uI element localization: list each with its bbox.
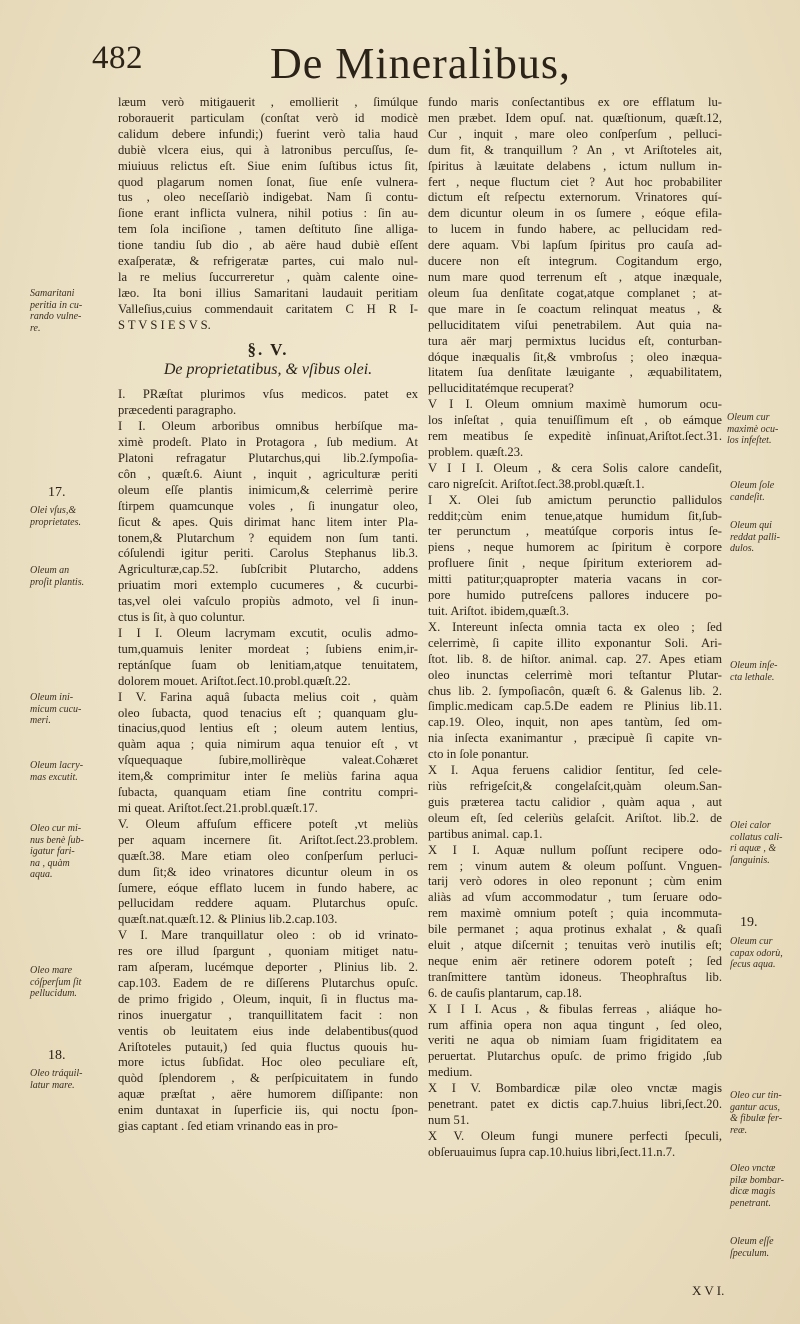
section-number: §. V. [247, 339, 289, 359]
left-column-top-text [118, 95, 418, 334]
margin-note-line: capax odorù, [730, 947, 783, 959]
text-line: læum verò mitigauerit , emollierit , ſimúlque [118, 95, 418, 109]
margin-note-line: aqua. [30, 869, 53, 880]
margin-note-oleum-inimicum [30, 692, 81, 727]
text-line: num mare quod terrenum eſt , atque inæquale, [428, 269, 722, 284]
text-line: pore humido putreſcens pallores inducere po- [428, 588, 722, 603]
margin-note-line: collatus cali- [730, 831, 783, 843]
text-line: peruertat. Plutarchus opuſc. de primo frigido ,ſub [428, 1049, 722, 1064]
text-line: ventis ob leuitatem eius inde delabentibus(quod [118, 1023, 418, 1038]
text-line: Cur , inquit , mare oleo conſperſum , pelluci- [428, 126, 722, 141]
text-line: cap.103. Eadem de re diſſerens Plutarchus opuſc. [118, 975, 418, 990]
text-line: X I. Aqua feruens calidior ſentitur, ſed cele- [428, 763, 722, 778]
margin-note-line: Olei vſus,& [30, 505, 77, 516]
margin-note-line: Oleum inſe- [730, 660, 778, 671]
margin-note-line: peritia in cu- [30, 299, 83, 311]
margin-number-17 [48, 485, 66, 501]
running-head: De Mineralibus, [270, 39, 571, 88]
margin-note-line: latur mare. [30, 1079, 75, 1091]
margin-note-line: Oleum cur [727, 412, 770, 423]
text-line: V I I I. Oleum , & cera Solis calore candeſit, [428, 460, 722, 475]
text-line: que mare in ſe coactum relinquat meatus , & [428, 301, 722, 316]
text-line: litatem ſua denſitate læuigante , æquabilitatem, [428, 365, 722, 380]
margin-note-oleum-infe [730, 660, 778, 683]
text-line: penetrant. patet ex dictis cap.7.huius libri,ſect.20. [428, 1097, 722, 1112]
text-line: reptánſque ſuam ob lenitiam,atque tenuitatem, [118, 657, 418, 672]
text-line: côn , quæſt.6. Aiunt , inquit , agriculturæ periti [118, 466, 418, 481]
text-line: vſquequaque ſubire,mollirèque valeat.Cohæret [118, 753, 418, 768]
text-line: Ariſtoteles putauit,) ſed quia fluctus quouis hu- [118, 1039, 418, 1054]
margin-note-line: Oleo vnctæ [730, 1163, 776, 1174]
margin-note-line: mas excutit. [30, 771, 78, 783]
margin-note-line: ſpeculum. [730, 1247, 770, 1259]
text-line: rem meatibus ſe expeditè inſinuat,Ariſtot.ſect.31. [428, 429, 722, 444]
text-line: 6. de cauſis plantarum, cap.18. [428, 985, 582, 1000]
margin-note-line: 19. [740, 915, 758, 930]
text-line: men præbet. Idem opuſ. nat. quæſtionum, quæſt.12, [428, 110, 722, 125]
margin-note-line: proprietates. [30, 516, 82, 528]
margin-note-line: re. [30, 322, 41, 334]
text-line: per aquam incernere ſit. Ariſtot.ſect.23.problem. [118, 832, 418, 847]
text-line: guis præterea tactu calidior , quàm aqua , aut [428, 794, 722, 809]
text-line: rem maximè omnium poteſt ; quia incommuta- [428, 906, 722, 921]
margin-note-line: proſit plantis. [30, 576, 85, 588]
margin-note-line: Oleum cur [730, 936, 773, 947]
text-line: oleum eſſe plantis inimicum,& celerrimè perire [118, 482, 418, 497]
text-line: res ore illud ſpargunt , quoniam mitiget natu- [118, 944, 418, 959]
text-line: gias captant . ſed etiam vrinando eas in pro- [118, 1119, 338, 1134]
text-line: celerrimè, ſi capite illito exponantur Soli. Ari- [428, 635, 722, 650]
text-line: ducere non eſt integrum. Cogitandum ergo, [428, 254, 722, 269]
text-line: tione tandiu ſub dio , ab aëre haud dubiè eſſent [118, 238, 418, 253]
text-line: eluit , atque diſcernit ; tenuitas verò inutilis eſt; [428, 938, 722, 953]
text-line: neque enim aër retinere odorem poteſt ; ſed [428, 953, 722, 968]
text-line: Agriculturæ,cap.52. ſubſcribit Plutarcho, addens [118, 562, 418, 577]
section-title: De proprietatibus, & vſibus olei. [163, 360, 373, 378]
text-line: oleum ſua denſitate cogat,atque complanet ; at- [428, 285, 722, 300]
margin-number-18 [48, 1048, 66, 1064]
margin-note-line: Oleo cur mi- [30, 823, 82, 834]
margin-note-line: na , quàm [30, 857, 70, 869]
text-line: tranſmittere tantùm idoneus. Theophraſtus lib. [428, 969, 722, 984]
text-line: Platoni refragatur Plutarchus,qui lib.2.ſympoſia- [118, 451, 418, 466]
left-column-body-text [118, 387, 418, 1135]
text-line: fert , neque fluctum ciet ? Aut hoc probabiliter [428, 174, 722, 189]
text-line: X. Intereunt inſecta omnia tacta ex oleo ; ſed [428, 619, 722, 634]
text-line: de primo frigido , Oleum, inquit, ſi in fluctus ma- [118, 991, 418, 1006]
margin-note-line: pilæ bombar- [730, 1174, 784, 1186]
margin-note-line: micum cucu- [30, 703, 82, 715]
margin-note-line: nus benè ſub- [30, 834, 84, 846]
margin-note-line: ſecus aqua. [730, 959, 776, 970]
text-line: profluere ſinit , neque ſpiritum exteriorem ad- [428, 556, 722, 571]
text-line: I V. Farina aquâ ſubacta melius coit , quàm [118, 689, 418, 704]
text-line: dum ſit;& ideo vrinatores dicuntur oleum in os [118, 864, 418, 879]
text-line: reddit;cùm enim tenue,atque humidum ſit,ſub- [428, 508, 722, 523]
margin-note-line: ſanguinis. [730, 854, 770, 866]
margin-note-oleo-vnctae [730, 1163, 784, 1209]
text-line: enim duntaxat in ſuperficie iis, qui noctu ſpon- [118, 1103, 418, 1118]
margin-note-oleum-cur [727, 412, 778, 447]
text-line: medium. [428, 1065, 473, 1080]
text-line: ſtirpem quamcunque voles , ſi inungatur oleo, [118, 498, 418, 513]
text-line: veriti ne aqua ob nimiam ſuam frigiditatem ea [428, 1033, 722, 1048]
text-line: I I. Oleum arboribus omnibus herbíſque ma- [118, 419, 418, 434]
margin-note-line: gantur acus, [730, 1101, 780, 1113]
text-line: tum,quamuis leniter mordeat ; ſubiens enim,ir- [118, 641, 418, 656]
margin-note-line: meri. [30, 715, 51, 726]
text-line: num 51. [428, 1113, 470, 1127]
text-line: nia inſecta exanimantur , præcipuè ſi capite vn- [428, 731, 722, 746]
text-line: priuatim mori extemplo cucumeres , & cucurbi- [118, 578, 418, 593]
right-column [428, 95, 722, 1161]
margin-note-line: maximè ocu- [727, 423, 779, 435]
text-line: oleo ſubacta, quod tenacius eſt ; quanquam glu- [118, 705, 418, 720]
text-line: dere aquam. Vbi lapſum ſpiritus pro cauſa ad- [428, 238, 722, 253]
text-line: I. PRæſtat plurimos vſus medicos. patet ex [118, 387, 418, 402]
text-line: V. Oleum affuſum efficere poteſt ,vt meliùs [118, 816, 418, 831]
margin-note-line: Oleum an [30, 565, 70, 576]
text-line: X I I. Aquæ nullum poſſunt recipere odo- [428, 842, 722, 857]
text-line: ſimplic.medicam cap.5.De eadem re Plinius lib.11. [428, 699, 722, 714]
text-line: aquæ præſtat , aëre humorem diſſipante: non [118, 1087, 418, 1102]
margin-note-line: igatur fari- [30, 846, 75, 857]
text-line: X V. Oleum fungi munere perfecti ſpeculi, [428, 1128, 722, 1143]
text-line: I X. Olei ſub amictum perunctio pallidulos [428, 492, 722, 507]
text-line: I I I. Oleum lacrymam excutit, oculis admo- [118, 626, 418, 640]
text-line: ram aſperam, lucémque deporter , Plinius lib. 2. [118, 960, 418, 975]
margin-note-oleo-cur [30, 823, 84, 881]
margin-note-line: los infeſtet. [727, 435, 772, 446]
text-line: ſumere, eóque efflato lucem in fundo habere, ac [118, 880, 418, 895]
text-line: cto in ſole ponantur. [428, 747, 529, 762]
margin-note-line: ri aquæ , & [730, 843, 777, 854]
text-line: tinacius,quod lentius eſt ; oleum autem lentius, [118, 721, 418, 736]
text-line: præcedenti paragrapho. [118, 403, 237, 418]
margin-note-oleum-lacrymas [30, 760, 83, 783]
page-number: 482 [92, 40, 143, 76]
text-line: miuiuus relictus eſt. Siue enim ſuſtibus ictus ſit, [118, 158, 418, 173]
text-line: X I I I. Acus , & fibulas ferreas , aliáque ho- [428, 1001, 722, 1016]
margin-note-oleum-speculum [730, 1236, 774, 1259]
text-line: bile permanet ; aqua protinus exhalat , & quaſi [428, 922, 722, 937]
text-line: tonem,& Plutarchum ? equidem non ſum tanti. [118, 530, 418, 545]
text-line: ſubacta, quanquam etiam ſine contritu compri- [118, 785, 418, 800]
text-line: piens , neque humorem ac ſpiritum è corpore [428, 540, 722, 555]
text-line: exaſperatæ, & refrigeratæ partes, cui malo nul- [118, 254, 418, 269]
text-line: pelluciditatem viſui penetrabilem. Aut quia na- [428, 317, 722, 332]
text-line: cóſulendi igitur periti. Carolus Stephanus lib.3. [118, 546, 418, 561]
text-line: aliàs ad vſum accommodatur , tum ſeruare odo- [428, 890, 722, 905]
text-line: mitti patitur;quapropter materia vacans in cor- [428, 572, 722, 587]
margin-note-oleo-tranquil [30, 1068, 83, 1091]
margin-note-line: reæ. [730, 1124, 748, 1136]
margin-note-line: & fibulæ fer- [730, 1113, 783, 1124]
margin-note-line: 17. [48, 485, 66, 500]
text-line: quòd ſplendorem , & perſpicuitatem in fundo [118, 1071, 418, 1086]
text-line: tus , oleo neceſſariò indigebat. Nam ſi contu- [118, 190, 418, 205]
margin-note-line: Oleo cur tin- [730, 1090, 782, 1101]
text-line: ſione erant inflicta vulnera, nihil potius : ſin au- [118, 206, 418, 221]
margin-note-line: Oleum lacry- [30, 760, 84, 771]
margin-note-line: cta lethale. [730, 671, 775, 683]
margin-note-line: Oleum qui [730, 520, 772, 531]
margin-note-oleo-mare [30, 965, 81, 1000]
margin-note-line: cóſperſum ſit [30, 976, 82, 988]
margin-note-oleum-prodest [30, 565, 84, 588]
text-line: rum affinia opera non aqua tingunt , ſed oleo, [428, 1017, 722, 1032]
right-column-text [428, 95, 722, 1161]
text-line: rem ; vinum autem & oleum poſſunt. Vnguen- [428, 858, 722, 873]
text-line: riùs refrigeſcit,& congelaſcit,quàm oleum.San- [428, 778, 722, 793]
text-line: los inſeſtat , quia tenuiſſimum eſt , ob eámque [428, 413, 722, 428]
margin-note-line: Oleo tráquil- [30, 1068, 83, 1079]
margin-note-line: rando vulne- [30, 311, 82, 322]
text-line: cap.19. Oleo, inquit, non apes tantùm, ſed om- [428, 715, 722, 730]
text-line: ter perunctum , meatúſque corporis intus ſe- [428, 524, 722, 539]
margin-note-line: Oleum eſſe [730, 1236, 774, 1247]
text-line: caro nigreſcit. Ariſtot.ſect.38.probl.quæſt.1. [428, 476, 645, 491]
text-line: quæſt.nat.quæſt.12. & Plinius lib.2.cap.103. [118, 912, 338, 927]
text-line: la re melius ſuccurreretur , quàm calente oine- [118, 269, 418, 284]
margin-note-line: Olei calor [730, 820, 771, 831]
text-line: calidum debere infundi;) fuerint verò talia haud [118, 126, 418, 141]
text-line: roborauerit particulam (conſtat verò id modicè [118, 110, 418, 125]
text-line: ximè prodeſt. Plato in Protagora , ſub medium. At [118, 435, 418, 450]
margin-number-19 [740, 915, 758, 931]
text-line: partibus animal. cap.1. [428, 826, 543, 841]
margin-note-line: 18. [48, 1048, 66, 1063]
margin-note-oleum-sole [730, 480, 774, 503]
margin-note-line: dicæ magis [730, 1186, 776, 1197]
text-line: item,& comprimitur inter ſe meliùs farina aqua [118, 769, 418, 784]
text-line: ſpiritus à læuitate delabens , ictum nullum in- [428, 158, 722, 173]
margin-note-olei-vsus [30, 505, 81, 528]
left-column [118, 95, 418, 1135]
text-line: to lucem in fundo habere, ac pellucidam red- [428, 222, 722, 237]
text-line: tarij verò odores in oleo reponunt ; cùm enim [428, 874, 722, 889]
text-line: pellucidam reddere aquam. Plutarchus opuſc. [118, 896, 418, 911]
margin-note-line: pellucidum. [30, 988, 77, 999]
text-line: Valleſius,cuius commendauit caritatem C H R I- [118, 301, 418, 316]
text-line: læo. Ita boni illius Samaritani laudauit peritiam [118, 285, 418, 300]
catchword: X V I. [692, 1283, 725, 1298]
text-line: tura aër marj permixtus lucidus eſt, conturban- [428, 333, 722, 348]
text-line: quod plagarum nomen ſonat, ſiue enſe vulnera- [118, 174, 418, 189]
text-line: V I. Mare tranquillatur oleo : ob id vrinato- [118, 928, 418, 943]
text-line: tem ſola inciſione , tamen deſtituto ſine alliga- [118, 222, 418, 237]
text-line: oleo inunctas celerrimè mori teſtantur Plutar- [428, 667, 722, 682]
text-line: obſeruauimus ſupra cap.10.huius libri,ſect.11.n.7. [428, 1144, 676, 1159]
margin-note-line: reddat palli- [730, 531, 780, 543]
text-line: ſtot. lib. 8. de hiſtor. animal. cap. 27. Apes etiam [428, 651, 722, 666]
margin-note-line: Samaritani [30, 288, 75, 299]
margin-note-line: Oleum ſole [730, 480, 775, 491]
margin-note-oleum-qui [730, 520, 780, 555]
text-line: tas,vel olei vaſculo propiùs admoto, vel ſi inun- [118, 594, 418, 609]
text-line: dóque inæqualis ſit,& vmbroſus ; oleo inæqua- [428, 349, 722, 364]
text-line: ſicut & apes. Quis dirimat hanc litem inter Pla- [118, 514, 418, 529]
margin-note-line: penetrant. [730, 1197, 771, 1209]
text-line: tuit. Ariſtot. ibidem,quæſt.3. [428, 604, 569, 618]
text-line: mi queat. Ariſtot.ſect.21.probl.quæſt.17. [118, 800, 318, 815]
text-line: dictum eſt reſpectu externorum. Vrinatores quí- [428, 190, 722, 205]
margin-note-oleo-cur-tingantur [730, 1090, 782, 1136]
text-line: quæſt.38. Mare etiam oleo conſperſum perluci- [118, 848, 418, 863]
text-line: oleum eſt, ſed celeriùs gelaſcit. Ariſtot. lib.2. de [428, 810, 722, 825]
text-line: dem dicuntur oleum in os ſumere , eóque efila- [428, 206, 722, 221]
margin-note-line: Oleum ini- [30, 692, 74, 703]
margin-note-oleum-capax [730, 936, 783, 971]
margin-note-olei-calor [730, 820, 783, 866]
margin-note-line: dulos. [730, 543, 755, 554]
text-line: ctus is ſit, à quo coluntur. [118, 610, 245, 625]
text-line: S T V S I E S V S. [118, 317, 211, 332]
text-line: dubiè vlcera eius, qui à latronibus percuſſus, ſe- [118, 142, 418, 157]
text-line: pelluciditatémque recuperat? [428, 381, 574, 396]
text-line: fundo maris conſectantibus ex ore efflatum lu- [428, 95, 722, 109]
text-line: dum fit, & tranquillum ? An , vt Ariſtoteles ait, [428, 142, 722, 157]
margin-note-line: Oleo mare [30, 965, 73, 976]
text-line: X I V. Bombardicæ pilæ oleo vnctæ magis [428, 1081, 722, 1096]
margin-note-samaritani [30, 288, 82, 334]
text-line: dolorem mouet. Ariſtot.ſect.10.probl.quæſt.22. [118, 673, 351, 688]
text-line: V I I. Oleum omnium maximè humorum ocu- [428, 397, 722, 412]
text-line: quàm aqua ; quia nimirum aqua tenuior eſt , vt [118, 737, 418, 752]
text-line: more ictus ſubſidat. Hoc oleo peculiare eſt, [118, 1055, 418, 1070]
text-line: problem. quæſt.23. [428, 444, 524, 459]
margin-note-line: candeſit. [730, 491, 765, 503]
text-line: chus lib. 2. ſympoſiacôn, quæſt 6. & Galenus lib. 2. [428, 683, 722, 698]
text-line: rinos inuergatur , tranquillitatem facit : non [118, 1007, 418, 1022]
